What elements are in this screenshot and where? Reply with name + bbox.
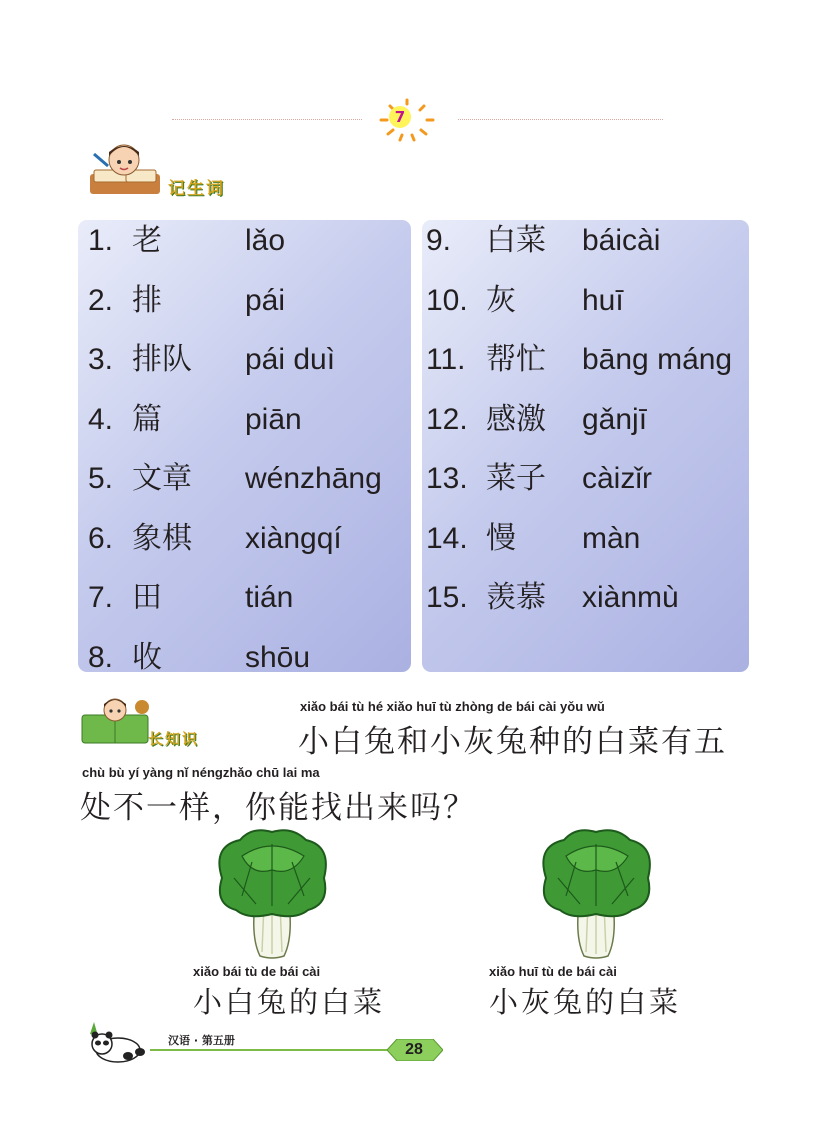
- vocab-pinyin: huī: [582, 283, 624, 317]
- vocab-number: 6.: [88, 521, 114, 555]
- vocab-number: 15.: [426, 581, 468, 614]
- vocab-pinyin: wénzhāng: [245, 462, 382, 495]
- vocab-hanzi: 灰: [486, 282, 516, 318]
- vocab-section-title: 记生词: [168, 179, 225, 199]
- vocab-hanzi: 收: [132, 639, 162, 675]
- vocab-item: [426, 281, 756, 321]
- vocab-number: 11.: [426, 343, 466, 376]
- question-line2-pinyin: chù bù yí yàng nǐ néngzhǎo chū lai ma: [82, 765, 320, 780]
- footer-book-title: 汉语 · 第五册: [168, 1034, 235, 1047]
- vocab-item: [88, 578, 418, 618]
- footer-rule: [150, 1049, 390, 1051]
- vocab-hanzi: 慢: [486, 520, 516, 556]
- vocab-item: [88, 459, 418, 499]
- caption-left-hanzi: 小白兔的白菜: [193, 985, 386, 1019]
- vocab-hanzi: 排队: [132, 342, 192, 377]
- vocab-pinyin: tián: [245, 581, 294, 614]
- vocab-number: 13.: [426, 462, 468, 495]
- vocab-pinyin: pái duì: [245, 343, 336, 376]
- question-line2-hanzi: 处不一样，你能找出来吗？: [80, 790, 476, 826]
- vocab-item: [426, 340, 756, 380]
- caption-right-hanzi: 小灰兔的白菜: [489, 985, 682, 1019]
- vocab-pinyin: càizǐr: [582, 462, 653, 495]
- vocab-hanzi: 文章: [132, 461, 192, 496]
- vocab-hanzi: 帮忙: [486, 342, 546, 377]
- vocab-pinyin: pái: [245, 283, 286, 317]
- vocab-hanzi: 感激: [486, 401, 546, 437]
- caption-right-pinyin: xiǎo huī tù de bái cài: [489, 964, 617, 979]
- header-rule-right: [458, 119, 663, 120]
- vocab-number: 2.: [88, 283, 114, 317]
- vocab-hanzi: 篇: [132, 401, 162, 437]
- vocab-number: 8.: [88, 640, 114, 674]
- vocab-item: [88, 400, 418, 440]
- vocab-hanzi: 菜子: [486, 461, 546, 496]
- vocab-item: [88, 638, 418, 678]
- panda-icon: [80, 1022, 152, 1064]
- vocab-number: 9.: [426, 224, 452, 257]
- boy-reading-icon: [86, 140, 166, 198]
- question-line1-hanzi: 小白兔和小灰兔种的白菜有五: [298, 724, 727, 760]
- question-line1-pinyin: xiǎo bái tù hé xiǎo huī tù zhòng de bái cài yǒu wǔ: [300, 699, 605, 714]
- vocab-number: 12.: [426, 402, 468, 436]
- vocab-number: 10.: [426, 283, 468, 317]
- knowledge-section-title: 长知识: [148, 730, 200, 748]
- boy-with-book-icon: [80, 697, 152, 747]
- vocab-pinyin: báicài: [582, 224, 661, 257]
- vocab-number: 1.: [88, 224, 114, 257]
- vocab-number: 4.: [88, 402, 114, 436]
- vocab-item: [88, 221, 418, 261]
- cabbage-icon: [536, 826, 656, 960]
- vocab-item: [426, 578, 756, 618]
- vocab-hanzi: 排: [132, 282, 162, 318]
- vocab-hanzi: 象棋: [132, 520, 192, 556]
- vocab-item: [88, 519, 418, 559]
- vocab-pinyin: gǎnjī: [582, 402, 648, 436]
- header-rule-left: [172, 119, 362, 120]
- vocab-hanzi: 羡慕: [486, 580, 546, 615]
- caption-left-pinyin: xiǎo bái tù de bái cài: [193, 964, 321, 979]
- vocab-item: [426, 459, 756, 499]
- cabbage-icon: [212, 826, 332, 960]
- vocab-pinyin: bāng máng: [582, 343, 733, 376]
- vocab-item: [426, 519, 756, 559]
- vocab-item: [88, 281, 418, 321]
- vocab-hanzi: 田: [132, 580, 162, 615]
- vocab-number: 7.: [88, 581, 114, 614]
- vocab-hanzi: 老: [132, 223, 162, 258]
- lesson-number: 7: [389, 106, 411, 128]
- vocab-hanzi: 白菜: [486, 223, 546, 258]
- vocab-pinyin: xiàngqí: [245, 521, 342, 555]
- vocab-number: 5.: [88, 462, 114, 495]
- vocab-pinyin: màn: [582, 521, 641, 555]
- vocab-pinyin: shōu: [245, 640, 311, 674]
- vocab-item: [426, 400, 756, 440]
- vocab-number: 3.: [88, 343, 114, 376]
- vocab-item: [88, 340, 418, 380]
- vocab-pinyin: piān: [245, 402, 302, 436]
- vocab-item: [426, 221, 756, 261]
- vocab-pinyin: lǎo: [245, 224, 286, 257]
- vocab-number: 14.: [426, 521, 468, 555]
- page-number: 28: [405, 1041, 423, 1058]
- vocab-pinyin: xiànmù: [582, 581, 679, 614]
